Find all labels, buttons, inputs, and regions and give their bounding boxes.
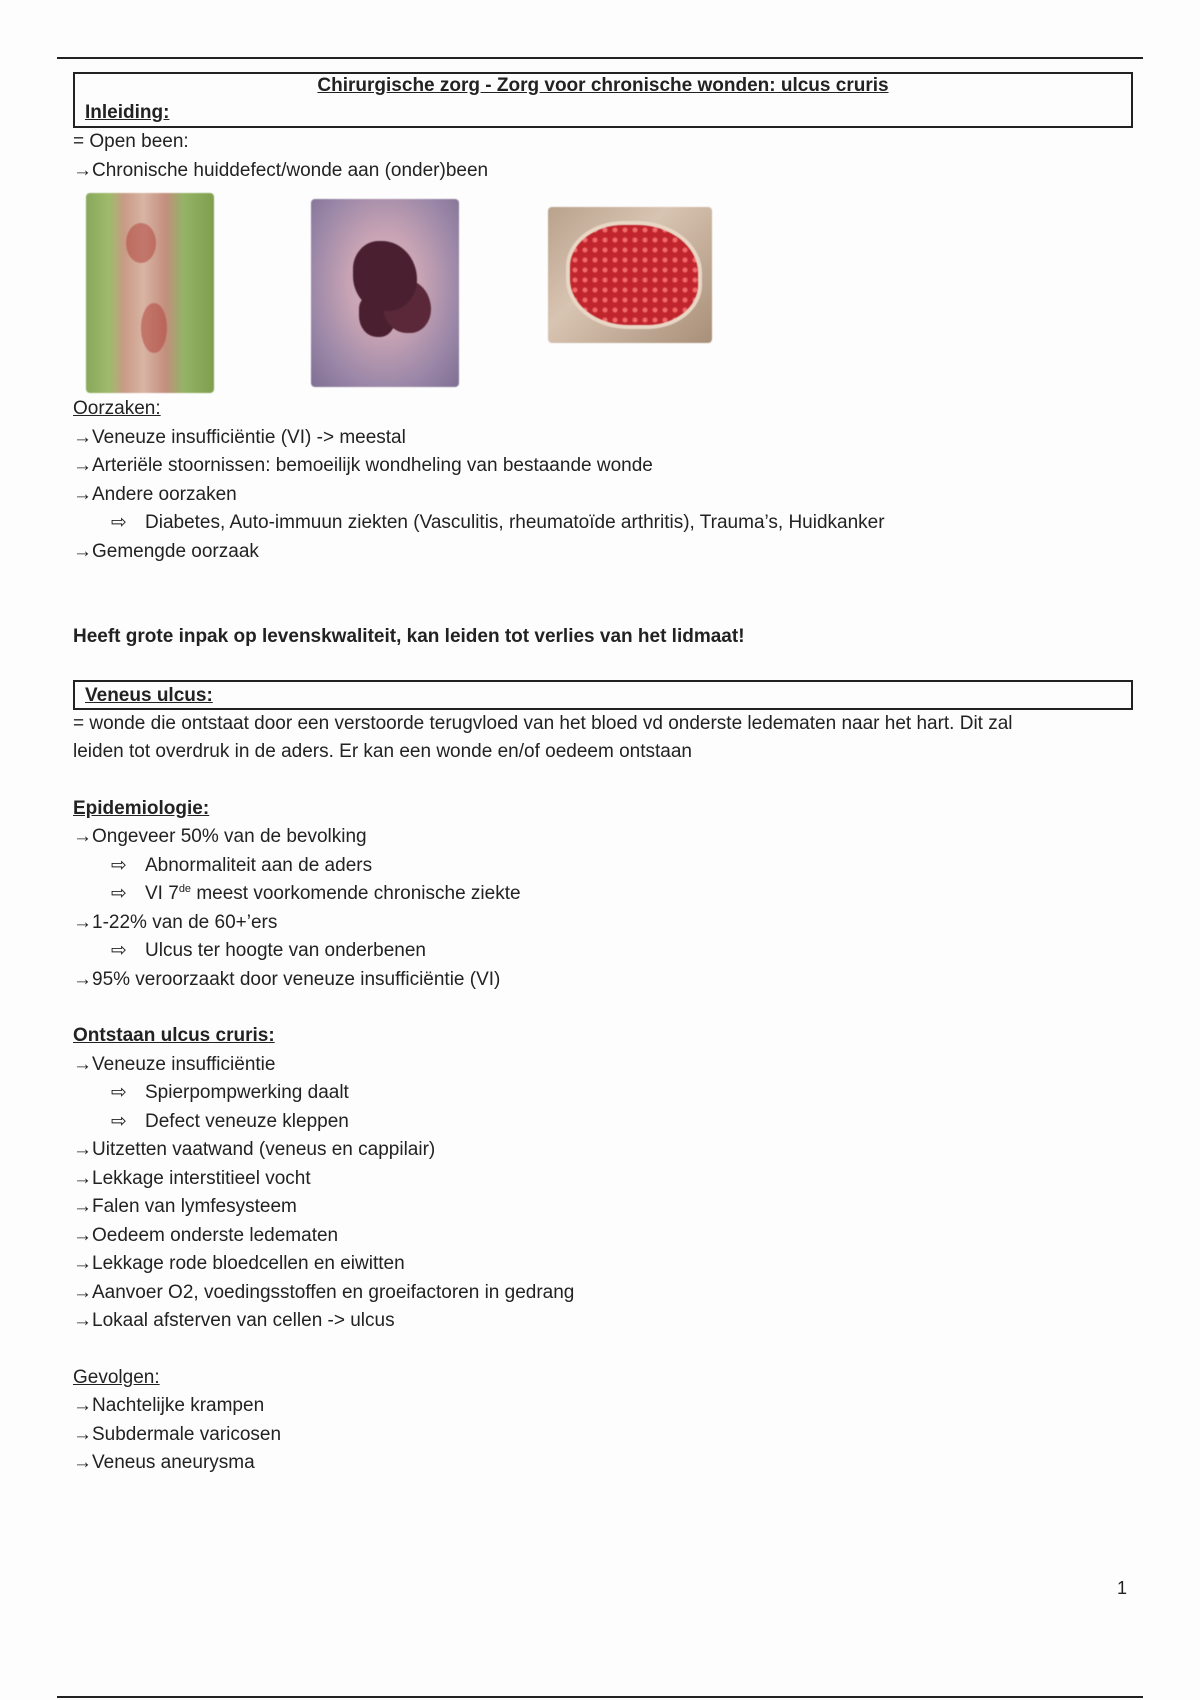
list-item: →Lekkage interstitieel vocht [73,1167,311,1189]
sub-item-text: meest voorkomende chronische ziekte [191,883,521,904]
top-rule [57,57,1143,59]
arrow-right-icon: ⇨ [111,512,127,533]
sub-list-item [73,1108,1133,1137]
list-item: →Veneus aneurysma [73,1452,255,1473]
sub-item-text: Diabetes, Auto-immuun ziekten (Vasculitis, rheumatoïde arthritis), Trauma’s, Huidkanker [145,512,885,533]
leg-ulcer-photo-1 [86,193,214,393]
list-item: →Lokaal afsterven van cellen -> ulcus [73,1310,395,1331]
list-item: →Gemengde oorzaak [73,540,259,562]
sub-item-text: Ulcus ter hoogte van onderbenen [145,940,426,961]
superscript: de [178,883,192,895]
section-heading-oorzaken: Oorzaken: [73,398,161,419]
list-item: →Falen van lymfesysteem [73,1196,297,1217]
list-item: →Arteriële stoornissen: bemoeilijk wondheling van bestaande wonde [73,455,653,476]
list-item: →Veneuze insufficiëntie (VI) -> meestal [73,426,406,448]
list-item: →Andere oorzaken [73,483,237,505]
sub-item-text: Spierpompwerking daalt [145,1082,349,1103]
list-item: →95% veroorzaakt door veneuze insufficiëntie (VI) [73,968,501,990]
page-content [73,72,1133,1478]
bottom-rule [57,1696,1143,1698]
leg-ulcer-photo-2 [311,199,459,387]
list-item: →Oedeem onderste ledematen [73,1224,339,1246]
sub-list-item [73,880,1133,909]
arrow-right-icon: ⇨ [111,940,127,961]
arrow-right-icon: ⇨ [111,1110,127,1132]
list-item: →Nachtelijke krampen [73,1395,265,1416]
list-item: →Veneuze insufficiëntie [73,1053,276,1075]
sub-list-item [73,852,1133,881]
arrow-right-icon: ⇨ [111,883,127,904]
sub-item-text: Defect veneuze kleppen [145,1110,349,1132]
section-heading-gevolgen: Gevolgen: [73,1366,160,1388]
list-item: →1-22% van de 60+’ers [73,911,278,933]
list-item: →Aanvoer O2, voedingsstoffen en groeifactoren in gedrang [73,1281,575,1303]
leg-ulcer-photo-3 [548,207,712,343]
section-heading-inleiding: Inleiding: [85,102,170,123]
sub-list-item [73,509,1133,538]
photo-row [73,185,1133,395]
page-number: 1 [1117,1578,1128,1598]
arrow-right-icon: ⇨ [111,854,127,876]
sub-item-text: Abnormaliteit aan de aders [145,854,373,876]
list-item: →Lekkage rode bloedcellen en eiwitten [73,1253,405,1274]
section-heading-epidemiologie: Epidemiologie: [73,797,210,819]
list-item: →Ongeveer 50% van de bevolking [73,826,367,847]
intro-description: →Chronische huiddefect/wonde aan (onder)been [73,159,489,181]
section-heading-veneus-ulcus: Veneus ulcus: [73,680,1133,710]
photo-detail [353,241,417,311]
veneus-definition-line-2: leiden tot overdruk in de aders. Er kan een wonde en/of oedeem ontstaan [73,741,692,762]
sub-list-item [73,937,1133,966]
photo-detail [141,303,167,353]
photo-detail [126,223,156,263]
veneus-definition-line-1: = wonde die ontstaat door een verstoorde terugvloed van het bloed vd onderste ledematen naar het hart. Dit zal [73,712,1013,734]
sub-item-text: VI 7 [145,883,179,904]
section-heading-ontstaan: Ontstaan ulcus cruris: [73,1025,275,1046]
title-box [73,72,1133,128]
impact-statement: Heeft grote inpak op levenskwaliteit, kan leiden tot verlies van het lidmaat! [73,626,745,647]
page-title: Chirurgische zorg - Zorg voor chronische wonden: ulcus cruris [317,75,889,96]
arrow-right-icon: ⇨ [111,1082,127,1103]
sub-list-item [73,1079,1133,1108]
list-item: →Uitzetten vaatwand (veneus en cappilair) [73,1139,436,1160]
list-item: →Subdermale varicosen [73,1423,282,1445]
intro-definition: = Open been: [73,131,189,152]
photo-detail [570,225,698,325]
